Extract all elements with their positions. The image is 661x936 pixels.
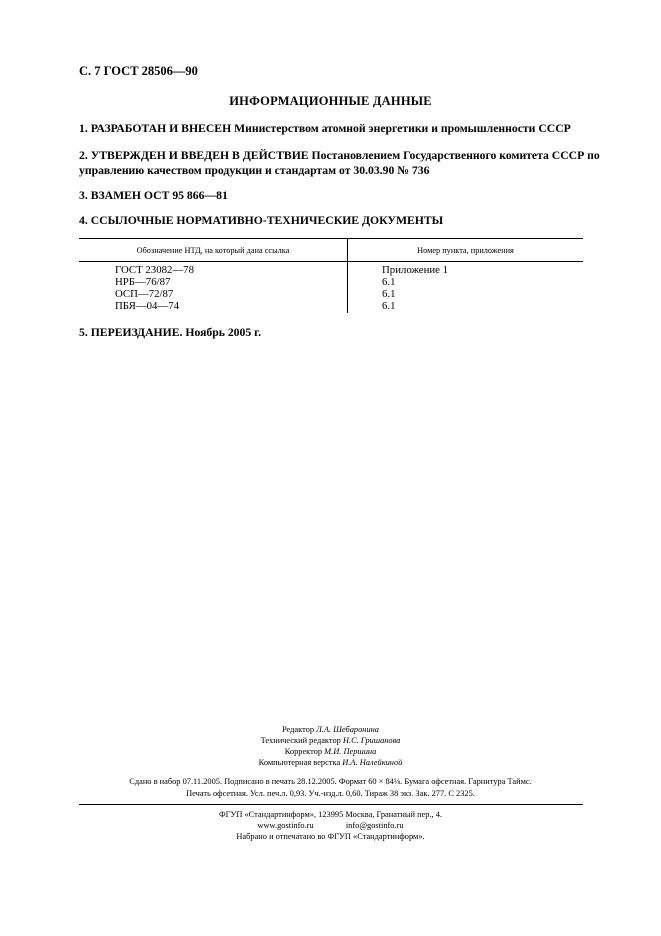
publisher-address: ФГУП «Стандартинформ», 123995 Москва, Гранатный пер., 4. [218,810,443,819]
imprint-print-stats: Печать офсетная. Усл. печ.л. 0,93. Уч.-изд.л. 0,60. Тираж 38 экз. Зак. 277. С 2325. [186,789,475,798]
publisher-email: info@gostinfo.ru [345,821,404,830]
imprint-editor [0,724,661,735]
table-header-rule [79,261,583,262]
imprint-person: Л.А. Шебаронина [316,725,379,734]
item-lead: 2. УТВЕРЖДЕН И ВВЕДЕН В ДЕЙСТВИЕ [79,149,309,162]
item-lead: 5. ПЕРЕИЗДАНИЕ. [79,326,183,339]
table-top-rule [79,238,583,239]
item-lead: 3. ВЗАМЕН ОСТ 95 866—81 [79,189,228,202]
imprint-person: И.А. Налейкиной [342,758,403,767]
item-lead: 4. ССЫЛОЧНЫЕ НОРМАТИВНО-ТЕХНИЧЕСКИЕ ДОКУМЕНТЫ [79,214,444,227]
page-header: С. 7 ГОСТ 28506—90 [79,64,198,78]
item-text: Постановлением Государственного комитета СССР по управлению качеством продукции и стандартам от 30.03.90 № 736 [79,149,600,177]
imprint-person: Н.С. Гришанова [342,736,401,745]
table-cell-ref: 6.1 [382,276,396,288]
table-cell-doc: ОСП—72/87 [115,288,174,300]
info-item-1 [79,121,571,136]
table-cell-doc: ПБЯ—04—74 [115,300,180,312]
imprint-layout [0,757,661,768]
imprint-label: Корректор [284,747,325,756]
table-cell-doc: ГОСТ 23082—78 [115,264,194,276]
imprint-corrector [0,746,661,757]
imprint-label: Редактор [282,725,317,734]
info-item-3 [79,188,228,203]
table-cell-ref: 6.1 [382,288,396,300]
item-text: Министерством атомной энергетики и промышленности СССР [231,122,571,135]
imprint-divider [79,804,583,805]
imprint-print-details: Сдано в набор 07.11.2005. Подписано в печать 28.12.2005. Формат 60 × 84⅛. Бумага офсетная. Гарнитура Таймс. [129,777,532,786]
table-cell-doc: НРБ—76/87 [115,276,171,288]
table-header-ref: Номер пункта, приложения [417,246,514,255]
table-header-doc: Обозначение НТД, на который дана ссылка [136,246,290,255]
item-text: Ноябрь 2005 г. [182,326,262,339]
info-item-5 [79,325,261,340]
info-item-4 [79,213,443,228]
section-title: ИНФОРМАЦИОННЫЕ ДАННЫЕ [229,94,432,108]
publisher-website: www.gostinfo.ru [257,821,314,830]
publisher-contacts [0,820,661,831]
table-cell-ref: Приложение 1 [382,264,449,276]
imprint-person: М.И. Першина [324,747,377,756]
imprint-label: Компьютерная верстка [258,758,343,767]
info-item-2 [79,148,619,178]
item-lead: 1. РАЗРАБОТАН И ВНЕСЕН [79,122,232,135]
table-cell-ref: 6.1 [382,300,396,312]
imprint-tech-editor [0,735,661,746]
imprint-label: Технический редактор [260,736,343,745]
publisher-print-note: Набрано и отпечатано во ФГУП «Стандартинформ». [236,832,425,841]
